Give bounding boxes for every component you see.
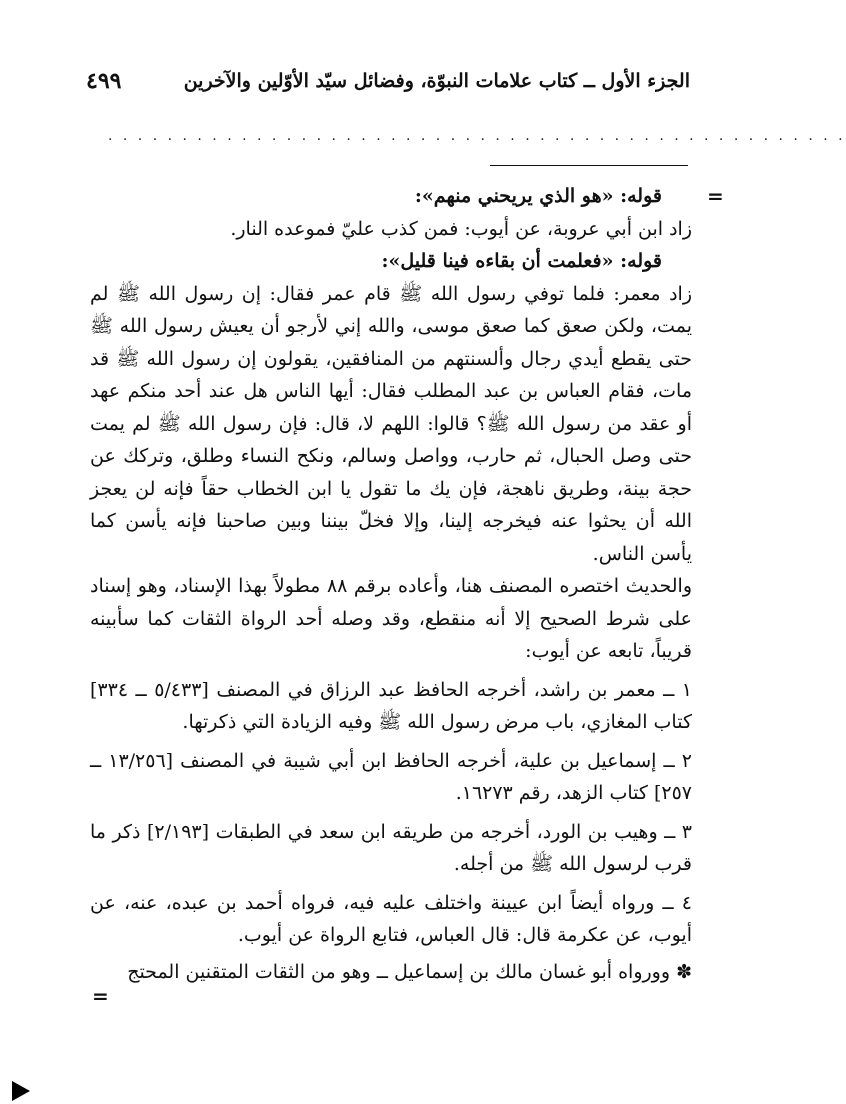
numbered-item: ١ ــ معمر بن راشد، أخرجه الحافظ عبد الرزاق في المصنف [٥/٤٣٣ ــ ٣٣٤] كتاب المغازي، باب مرض رسول الله ﷺ وفيه الزيادة التي ذكرتها. bbox=[90, 678, 693, 733]
continuation-mark-bottom: = bbox=[92, 984, 109, 1008]
commentary-body bbox=[90, 180, 692, 988]
paragraph: والحديث اختصره المصنف هنا، وأعاده برقم ٨٨ مطولاً بهذا الإسناد، وهو إسناد على شرط الصحيح إلا أنه منقطع، وقد وصله أحد الرواة الثقات كما سأبينه قريباً، تابعه عن أيوب: bbox=[90, 575, 692, 662]
section-heading: قوله: «هو الذي يريحني منهم»: bbox=[414, 185, 662, 207]
running-header bbox=[86, 70, 690, 106]
header-title: الجزء الأول ــ كتاب علامات النبوّة، وفضائل سيّد الأوّلين والآخرين bbox=[183, 70, 690, 92]
numbered-item: ٣ ــ وهيب بن الورد، أخرجه من طريقه ابن سعد في الطبقات [٢/١٩٣] ذكر ما قرب لرسول الله ﷺ من أجله. bbox=[90, 820, 692, 875]
section-heading: قوله: «فعلمت أن بقاءه فينا قليل»: bbox=[381, 250, 662, 272]
dotted-separator: . . . . . . . . . . . . . . . . . . . . . . . . . . . . . . . . . . . . . . . . . . . . . . . . . . bbox=[108, 128, 846, 144]
numbered-item: ٢ ــ إسماعيل بن علية، أخرجه الحافظ ابن أبي شيبة في المصنف [١٣/٢٥٦ ــ ٢٥٧] كتاب الزهد، رقم ١٦٢٧٣. bbox=[90, 749, 692, 804]
paragraph: زاد ابن أبي عروبة، عن أيوب: فمن كذب عليّ فموعده النار. bbox=[230, 217, 692, 240]
paragraph: زاد معمر: فلما توفي رسول الله ﷺ قام عمر فقال: إن رسول الله ﷺ لم يمت، ولكن صعق كما صعق موسى، والله إني لأرجو أن يعيش رسول الله ﷺ حتى يقطع أيدي رجال وألسنتهم من المنافقين، يقولون إن رسول الله ﷺ قد مات، فقام العباس بن عبد المطلب فقال: أيها الناس هل عند أحد منكم عهد أو عقد من رسول الله ﷺ؟ قالوا: اللهم لا، قال: فإن رسول الله ﷺ لم يمت حتى وصل الحبال، ثم حارب، وواصل وسالم، ونكح النساء وطلق، وتركك عن حجة بينة، وطريق ناهجة، فإن يك ما تقول يا ابن الخطاب حقاً فإنه لن يعجز الله أن يحثوا عنه فيخرجه إلينا، وإلا فخلّ بيننا وبين صاحبنا فإنه يأسن كما يأسن الناس. bbox=[90, 282, 692, 565]
footnote-line: ✽ وورواه أبو غسان مالك بن إسماعيل ــ وهو من الثقات المتقنين المحتج bbox=[127, 960, 692, 983]
page-number: ٤٩٩ bbox=[86, 68, 122, 94]
page-corner-arrow-icon bbox=[12, 1081, 30, 1101]
continuation-mark-top: = bbox=[707, 184, 724, 208]
footnote-rule bbox=[490, 165, 688, 166]
numbered-item: ٤ ــ ورواه أيضاً ابن عيينة واختلف عليه فيه، فرواه أحمد بن عبده، عنه، عن أيوب، عن عكرمة قال: قال العباس، فتابع الرواة عن أيوب. bbox=[90, 891, 692, 946]
